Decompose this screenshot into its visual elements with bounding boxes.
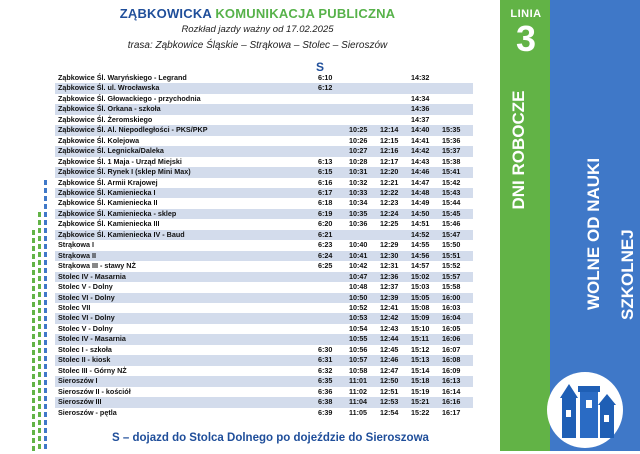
departure-time <box>318 125 349 135</box>
departure-time: 6:23 <box>318 240 333 250</box>
departure-time: 12:50 <box>380 376 411 386</box>
stop-name: Stolec III - Górny NŻ <box>58 365 127 375</box>
departure-time: 14:57 <box>411 261 430 271</box>
table-row <box>55 94 473 104</box>
departure-time: 15:18 <box>411 376 442 386</box>
departure-time: 15:50 <box>442 240 461 250</box>
departure-time: 14:37 <box>411 114 430 124</box>
departure-time: 10:57 <box>349 355 380 365</box>
table-row <box>55 146 473 156</box>
departure-time: 15:09 <box>411 313 442 323</box>
title <box>50 6 465 21</box>
departure-time: 15:58 <box>442 282 461 292</box>
stop-name: Sieroszów I <box>55 376 318 386</box>
table-row <box>55 355 473 365</box>
departure-time <box>411 83 442 93</box>
departure-time: 16:07 <box>442 344 461 354</box>
stop-name: Ząbkowice Śl. Kamieniecka - sklep <box>55 209 318 219</box>
departure-time: 16:04 <box>442 313 473 323</box>
departure-time <box>442 94 473 104</box>
departure-time: 6:39 <box>318 407 333 417</box>
departure-time: 15:11 <box>411 334 442 344</box>
table-row <box>55 125 473 135</box>
departure-time: 15:13 <box>411 355 442 365</box>
stop-name: Ząbkowice Śl. Kamieniecka IV - Baud <box>55 230 318 240</box>
departure-time: 15:42 <box>442 177 461 187</box>
table-row <box>55 345 473 355</box>
departure-time: 14:50 <box>411 209 442 219</box>
departure-time <box>318 272 349 282</box>
departure-time: 14:48 <box>411 188 442 198</box>
departure-time: 6:38 <box>318 397 349 407</box>
departure-time: 15:08 <box>411 302 430 312</box>
departure-time: 12:17 <box>380 156 399 166</box>
departure-time: 6:25 <box>318 261 333 271</box>
table-row <box>55 261 473 271</box>
departure-time: 15:44 <box>442 198 461 208</box>
departure-time: 12:43 <box>380 323 399 333</box>
departure-time: 12:20 <box>380 167 411 177</box>
departure-time <box>349 230 380 240</box>
departure-time: 10:54 <box>349 323 368 333</box>
departure-time: 10:56 <box>349 344 368 354</box>
departure-time: 14:41 <box>411 135 430 145</box>
departure-time <box>318 115 349 125</box>
timetable <box>55 73 473 418</box>
departure-time <box>318 324 349 334</box>
stop-name: Stolec I - szkoła <box>58 344 112 354</box>
departure-time: 12:45 <box>380 344 399 354</box>
table-row <box>55 157 473 167</box>
departure-time: 12:25 <box>380 219 399 229</box>
departure-time: 12:41 <box>380 302 399 312</box>
departure-time: 12:54 <box>380 407 399 417</box>
departure-time: 12:24 <box>380 209 411 219</box>
departure-time: 10:53 <box>349 313 380 323</box>
departure-time: 14:55 <box>411 240 430 250</box>
stop-name: Ząbkowice Śl. ul. Wrocławska <box>55 83 318 93</box>
departure-time <box>380 230 411 240</box>
table-row <box>55 387 473 397</box>
departure-time: 16:09 <box>442 365 461 375</box>
departure-time: 6:35 <box>318 376 349 386</box>
departure-time: 15:10 <box>411 323 430 333</box>
departure-time: 10:42 <box>349 261 368 271</box>
departure-time <box>349 94 380 104</box>
departure-time: 12:37 <box>380 282 399 292</box>
table-row <box>55 178 473 188</box>
departure-time <box>349 115 380 125</box>
departure-time: 12:30 <box>380 251 411 261</box>
departure-time: 12:44 <box>380 334 411 344</box>
stop-name: Stolec VII <box>58 302 91 312</box>
departure-time: 10:34 <box>349 198 368 208</box>
stop-name: Strąkowa II <box>55 251 318 261</box>
departure-time: 16:06 <box>442 334 473 344</box>
stop-name: Ząbkowice Śl. Żeromskiego <box>58 114 153 124</box>
departure-time <box>318 313 349 323</box>
table-row <box>55 272 473 282</box>
departure-time: 6:24 <box>318 251 349 261</box>
departure-time: 12:15 <box>380 135 399 145</box>
departure-time: 15:36 <box>442 135 461 145</box>
departure-time: 12:36 <box>380 272 411 282</box>
departure-time: 6:16 <box>318 177 333 187</box>
table-row <box>55 240 473 250</box>
stop-name: Ząbkowice Śl. Waryńskiego - Legrand <box>58 73 187 82</box>
table-row <box>55 167 473 177</box>
departure-time <box>442 83 473 93</box>
departure-time: 10:35 <box>349 209 380 219</box>
stop-name: Sieroszów II - kościół <box>58 386 131 396</box>
stop-name: Sieroszów - pętla <box>58 407 117 417</box>
departure-time: 10:55 <box>349 334 380 344</box>
table-row <box>55 282 473 292</box>
stop-name: Ząbkowice Śl. Rynek I (sklep Mini Max) <box>55 167 318 177</box>
departure-time <box>380 115 411 125</box>
departure-time: 15:05 <box>411 293 442 303</box>
table-row <box>55 198 473 208</box>
departure-time: 11:02 <box>349 386 367 396</box>
departure-time: 11:01 <box>349 376 380 386</box>
departure-time: 6:12 <box>318 83 349 93</box>
table-row <box>55 366 473 376</box>
departure-time: 15:38 <box>442 156 461 166</box>
table-row <box>55 136 473 146</box>
line-word: LINIA <box>510 8 542 20</box>
validity-text: Rozkład jazdy ważny od 17.02.2025 <box>181 24 334 35</box>
stop-name: Stolec IV - Masarnia <box>55 334 318 344</box>
departure-time: 14:46 <box>411 167 442 177</box>
s-marker: S <box>316 60 325 74</box>
departure-time: 10:47 <box>349 272 380 282</box>
departure-time: 12:14 <box>380 125 411 135</box>
table-row <box>55 83 473 93</box>
departure-time: 12:22 <box>380 188 411 198</box>
departure-time: 16:13 <box>442 376 473 386</box>
departure-time <box>380 104 411 114</box>
departure-time: 10:36 <box>349 219 368 229</box>
departure-time: 6:20 <box>318 219 333 229</box>
departure-time: 15:52 <box>442 261 461 271</box>
departure-time: 14:52 <box>411 230 442 240</box>
departure-time: 16:14 <box>442 386 461 396</box>
departure-time <box>442 115 473 125</box>
departure-time: 12:39 <box>380 293 411 303</box>
stop-name: Ząbkowice Śl. Głowackiego - przychodnia <box>58 93 201 103</box>
free-label-1: WOLNE OD NAUKI <box>584 157 603 310</box>
stop-name: Stolec VI - Dolny <box>55 313 318 323</box>
table-row <box>55 188 473 198</box>
departure-time: 10:32 <box>349 177 368 187</box>
title-subtitle: KOMUNIKACJA PUBLICZNA <box>215 6 396 21</box>
departure-time: 16:03 <box>442 302 461 312</box>
departure-time: 6:17 <box>318 188 349 198</box>
departure-time: 15:45 <box>442 209 473 219</box>
departure-time: 14:42 <box>411 146 442 156</box>
departure-time: 14:40 <box>411 125 442 135</box>
stop-name: Strąkowa I <box>58 240 94 250</box>
departure-time: 12:42 <box>380 313 411 323</box>
departure-time: 6:36 <box>318 386 333 396</box>
departure-time: 15:02 <box>411 272 442 282</box>
table-row <box>55 115 473 125</box>
days-label: DNI ROBOCZE <box>509 90 528 210</box>
departure-time: 10:41 <box>349 251 380 261</box>
table-row <box>55 303 473 313</box>
departure-time: 6:32 <box>318 365 333 375</box>
departure-time: 15:46 <box>442 219 461 229</box>
departure-time: 6:10 <box>318 73 333 82</box>
departure-time: 10:28 <box>349 156 368 166</box>
departure-time: 15:43 <box>442 188 473 198</box>
stop-name: Ząbkowice Śl. Armii Krajowej <box>58 177 158 187</box>
departure-time: 11:04 <box>349 397 380 407</box>
departure-time: 14:43 <box>411 156 430 166</box>
departure-time: 16:00 <box>442 293 473 303</box>
table-row <box>55 376 473 386</box>
departure-time: 6:19 <box>318 209 349 219</box>
table-row <box>55 334 473 344</box>
stop-name: Ząbkowice Śl. Kamieniecka III <box>58 219 160 229</box>
departure-time: 14:34 <box>411 93 430 103</box>
header <box>50 6 465 51</box>
departure-time: 10:27 <box>349 146 380 156</box>
departure-time <box>380 94 411 104</box>
departure-time: 10:48 <box>349 282 368 292</box>
departure-time: 12:31 <box>380 261 399 271</box>
table-row <box>55 293 473 303</box>
departure-time: 10:50 <box>349 293 380 303</box>
departure-time: 12:46 <box>380 355 411 365</box>
departure-time: 10:31 <box>349 167 380 177</box>
table-row <box>55 209 473 219</box>
departure-time: 15:14 <box>411 365 430 375</box>
departure-time: 14:51 <box>411 219 430 229</box>
table-row <box>55 324 473 334</box>
table-row <box>55 313 473 323</box>
dots-decoration <box>38 212 41 452</box>
departure-time: 16:08 <box>442 355 473 365</box>
table-row <box>55 397 473 407</box>
free-label-2: SZKOLNEJ <box>618 229 637 320</box>
departure-time: 14:49 <box>411 198 430 208</box>
departure-time <box>349 73 380 83</box>
table-row <box>55 251 473 261</box>
departure-time: 12:47 <box>380 365 399 375</box>
departure-time: 15:35 <box>442 125 473 135</box>
title-brand: ZĄBKOWICKA <box>119 6 212 21</box>
departure-time: 6:15 <box>318 167 349 177</box>
departure-time: 11:05 <box>349 407 367 417</box>
stop-name: Ząbkowice Śl. Orkana - szkoła <box>55 104 318 114</box>
table-row <box>55 408 473 418</box>
departure-time <box>318 282 349 292</box>
route-text: trasa: Ząbkowice Śląskie – Strąkowa – Stolec – Sieroszów <box>127 40 388 51</box>
departure-time: 6:13 <box>318 156 333 166</box>
departure-time <box>380 83 411 93</box>
dots-decoration <box>32 230 35 454</box>
departure-time: 15:37 <box>442 146 473 156</box>
table-row <box>55 219 473 229</box>
departure-time <box>349 104 380 114</box>
departure-time: 10:33 <box>349 188 380 198</box>
departure-time <box>442 73 473 83</box>
town-emblem-icon <box>540 360 630 450</box>
departure-time: 6:21 <box>318 230 349 240</box>
departure-time: 14:47 <box>411 177 430 187</box>
departure-time: 12:51 <box>380 386 399 396</box>
stop-name: Stolec IV - Masarnia <box>55 272 318 282</box>
stop-name: Ząbkowice Śl. Kamieniecka II <box>58 198 158 208</box>
departure-time <box>318 293 349 303</box>
departure-time: 10:25 <box>349 125 380 135</box>
departure-time <box>318 303 349 313</box>
departure-time: 14:56 <box>411 251 442 261</box>
departure-time <box>318 334 349 344</box>
departure-time: 15:47 <box>442 230 473 240</box>
departure-time: 15:21 <box>411 397 442 407</box>
stop-name: Strąkowa III - stawy NŻ <box>58 261 136 271</box>
departure-time: 16:17 <box>442 407 461 417</box>
departure-time: 15:41 <box>442 167 473 177</box>
departure-time: 6:31 <box>318 355 349 365</box>
departure-time <box>442 104 473 114</box>
stop-name: Stolec VI - Dolny <box>55 293 318 303</box>
departure-time: 10:26 <box>349 135 368 145</box>
stop-name: Ząbkowice Śl. 1 Maja - Urząd Miejski <box>58 156 182 166</box>
departure-time: 10:58 <box>349 365 368 375</box>
table-row <box>55 230 473 240</box>
departure-time <box>318 94 349 104</box>
departure-time: 14:36 <box>411 104 442 114</box>
departure-time: 12:21 <box>380 177 399 187</box>
stop-name: Stolec V - Dolny <box>58 323 113 333</box>
departure-time <box>318 136 349 146</box>
departure-time: 12:23 <box>380 198 399 208</box>
departure-time <box>318 146 349 156</box>
stop-name: Stolec V - Dolny <box>58 282 113 292</box>
departure-time <box>349 83 380 93</box>
line-number: 3 <box>515 18 537 59</box>
departure-time: 15:22 <box>411 407 430 417</box>
departure-time: 12:16 <box>380 146 411 156</box>
departure-time: 16:05 <box>442 323 461 333</box>
departure-time: 14:32 <box>411 73 430 82</box>
departure-time <box>380 73 411 83</box>
dots-decoration <box>44 180 47 452</box>
stop-name: Ząbkowice Śl. Legnicka/Daleka <box>55 146 318 156</box>
departure-time: 15:51 <box>442 251 473 261</box>
departure-time: 15:19 <box>411 386 430 396</box>
departure-time: 10:40 <box>349 240 368 250</box>
stop-name: Stolec II - kiosk <box>55 355 318 365</box>
departure-time: 6:30 <box>318 344 333 354</box>
departure-time: 12:53 <box>380 397 411 407</box>
departure-time: 16:16 <box>442 397 473 407</box>
departure-time <box>318 104 349 114</box>
departure-time: 12:29 <box>380 240 399 250</box>
departure-time: 6:18 <box>318 198 333 208</box>
table-row <box>55 104 473 114</box>
departure-time: 15:03 <box>411 282 430 292</box>
table-row <box>55 73 473 83</box>
stop-name: Ząbkowice Śl. Kolejowa <box>58 135 140 145</box>
stop-name: Ząbkowice Śl. Al. Niepodległości - PKS/PKP <box>55 125 318 135</box>
departure-time: 10:52 <box>349 302 368 312</box>
stop-name: Sieroszów III <box>55 397 318 407</box>
footer-note: S – dojazd do Stolca Dolnego po dojeździe do Sieroszowa <box>112 432 429 444</box>
departure-time: 15:12 <box>411 344 430 354</box>
departure-time: 15:57 <box>442 272 473 282</box>
stop-name: Ząbkowice Śl. Kamieniecka I <box>55 188 318 198</box>
